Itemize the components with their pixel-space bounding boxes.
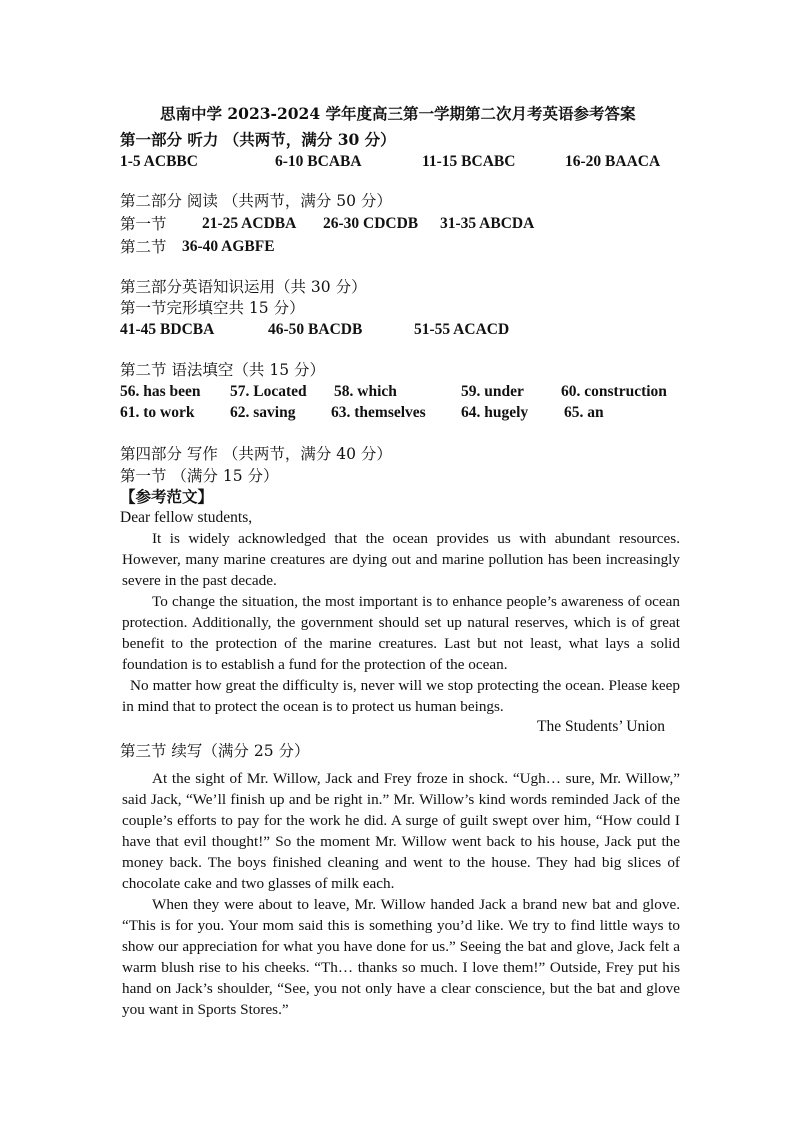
grammar-answer: 56. has been <box>120 383 201 400</box>
answer-group: 16-20 BAACA <box>565 153 661 170</box>
essay-salutation: Dear fellow students, <box>120 509 253 526</box>
part3-section2-heading: 第二节 语法填空（共 15 分） <box>120 361 326 379</box>
essay-signature: The Students’ Union <box>537 718 666 735</box>
answer-group: 51-55 ACACD <box>414 321 510 338</box>
part4-heading: 第四部分 写作 （共两节，满分 40 分） <box>120 445 392 463</box>
story-paragraph: At the sight of Mr. Willow, Jack and Frey froze in shock. “Ugh… sure, Mr. Willow,” said Jack, “We’ll finish up and be right in.” Mr. Willow’s kind words reminded Jack of the couple’s efforts to pay for the work he did. A surge of guilt swept over him, “How could I have that evil thought!” So the moment Mr. Willow went back to his house, Jack put the money back. The boys finished cleaning and went to the house. They had big slices of chocolate cake and two glasses of milk each. <box>122 770 680 892</box>
part2-heading: 第二部分 阅读 （共两节，满分 50 分） <box>120 192 392 210</box>
section-label: 第二节 <box>120 238 167 256</box>
answer-group: 26-30 CDCDB <box>323 215 419 232</box>
answer-group: 1-5 ACBBC <box>120 153 198 170</box>
section-label: 第一节 <box>120 215 167 233</box>
part4-section3-heading: 第三节 续写（满分 25 分） <box>120 742 310 760</box>
story-paragraph: When they were about to leave, Mr. Willow handed Jack a brand new bat and glove. “This is for you. Your mom said this is something you’d like. We try to find little ways to show our appreciation for what you have done for us.” Seeing the bat and glove, Jack felt a warm blush rise to his cheeks. “Th… thanks so much. I love them!” Outside, Frey put his hand on Jack’s shoulder, “See, you not only have a clear conscience, but the bat and glove you want in Sports Stores.” <box>122 896 680 1018</box>
answer-group: 31-35 ABCDA <box>440 215 535 232</box>
part3-heading: 第三部分英语知识运用（共 30 分） <box>120 278 367 296</box>
essay-paragraph: To change the situation, the most important is to enhance people’s awareness of ocean protection. Additionally, the government should set up natural reserves, which is of great benefit to the protection of the marine creatures. Last but not least, what lays a solid foundation is to establish a fund for the protection of the ocean. <box>122 593 680 673</box>
part4-section1-heading: 第一节 （满分 15 分） <box>120 467 279 485</box>
grammar-answer: 64. hugely <box>461 404 529 421</box>
answer-group: 21-25 ACDBA <box>202 215 297 232</box>
answer-group: 46-50 BACDB <box>268 321 363 338</box>
part1-heading: 第一部分 听力 （共两节，满分 30 分） <box>120 130 396 149</box>
grammar-answer: 59. under <box>461 383 524 400</box>
model-essay-label: 【参考范文】 <box>120 487 214 506</box>
essay-paragraph: It is widely acknowledged that the ocean provides us with abundant resources. However, many marine creatures are dying out and marine pollution has been increasingly severe in the past decade. <box>122 530 680 589</box>
grammar-answer: 58. which <box>334 383 397 400</box>
grammar-answer: 63. themselves <box>331 404 426 421</box>
grammar-answer: 57. Located <box>230 383 307 400</box>
grammar-answer: 62. saving <box>230 404 296 421</box>
answer-group: 11-15 BCABC <box>422 153 516 170</box>
part3-section1-heading: 第一节完形填空共 15 分） <box>120 299 305 317</box>
answer-group: 6-10 BCABA <box>275 153 362 170</box>
grammar-answer: 65. an <box>564 404 604 421</box>
essay-paragraph: No matter how great the difficulty is, never will we stop protecting the ocean. Please keep in mind that to protect the ocean is to protect us human beings. <box>122 677 680 715</box>
grammar-answer: 60. construction <box>561 383 667 400</box>
answer-group: 36-40 AGBFE <box>182 238 275 255</box>
answer-group: 41-45 BDCBA <box>120 321 215 338</box>
grammar-answer: 61. to work <box>120 404 195 421</box>
page-title: 思南中学 2023-2024 学年度高三第一学期第二次月考英语参考答案 <box>160 104 636 123</box>
